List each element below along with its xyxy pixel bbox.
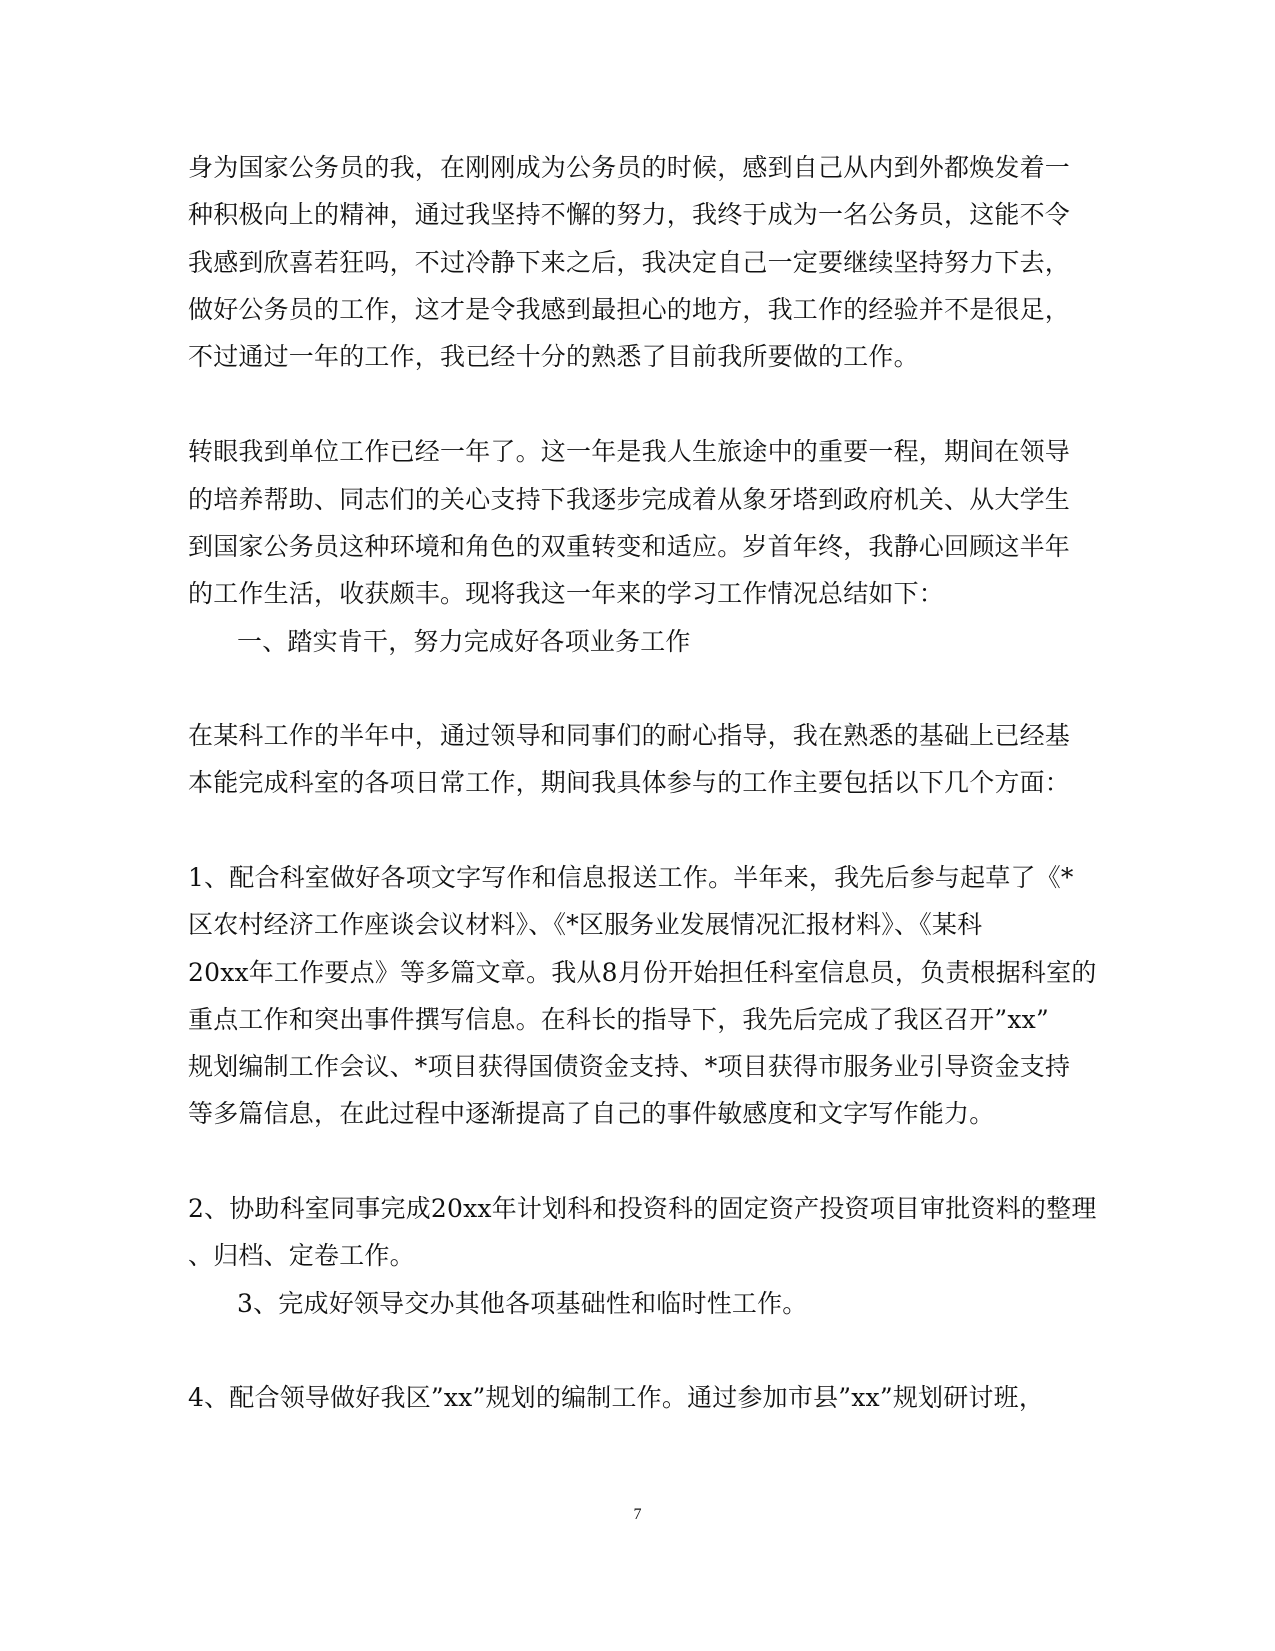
text-line: 转眼我到单位工作已经一年了。这一年是我人生旅途中的重要一程，期间在领导: [188, 437, 1071, 466]
text-line: 2、协助科室同事完成20xx年计划科和投资科的固定资产投资项目审批资料的整理: [188, 1194, 1097, 1223]
text-line: 规划编制工作会议、*项目获得国债资金支持、*项目获得市服务业引导资金支持: [188, 1052, 1071, 1081]
text-line: 区农村经济工作座谈会议材料》、《*区服务业发展情况汇报材料》、《某科: [188, 910, 983, 939]
page-number: 7: [633, 1506, 642, 1523]
text-line: 的工作生活，收获颇丰。现将我这一年来的学习工作情况总结如下：: [188, 579, 945, 608]
text-line: 3、完成好领导交办其他各项基础性和临时性工作。: [237, 1289, 808, 1318]
text-line: 身为国家公务员的我，在刚刚成为公务员的时候，感到自己从内到外都焕发着一: [188, 153, 1071, 182]
section-heading: 一、踏实肯干，努力完成好各项业务工作: [237, 627, 691, 656]
text-line: 等多篇信息，在此过程中逐渐提高了自己的事件敏感度和文字写作能力。: [188, 1099, 995, 1128]
text-line: 的培养帮助、同志们的关心支持下我逐步完成着从象牙塔到政府机关、从大学生: [188, 485, 1071, 514]
text-line: 不过通过一年的工作，我已经十分的熟悉了目前我所要做的工作。: [188, 342, 919, 371]
text-line: 1、配合科室做好各项文字写作和信息报送工作。半年来，我先后参与起草了《*: [188, 863, 1074, 892]
text-line: 到国家公务员这种环境和角色的双重转变和适应。岁首年终，我静心回顾这半年: [188, 532, 1071, 561]
text-line: 本能完成科室的各项日常工作，期间我具体参与的工作主要包括以下几个方面：: [188, 768, 1071, 797]
text-line: 重点工作和突出事件撰写信息。在科长的指导下，我先后完成了我区召开”xx”: [188, 1005, 1049, 1034]
text-line: 、归档、定卷工作。: [188, 1241, 415, 1270]
text-line: 在某科工作的半年中，通过领导和同事们的耐心指导，我在熟悉的基础上已经基: [188, 721, 1071, 750]
text-line: 做好公务员的工作，这才是令我感到最担心的地方，我工作的经验并不是很足，: [188, 295, 1071, 324]
text-line: 我感到欣喜若狂吗，不过冷静下来之后，我决定自己一定要继续坚持努力下去，: [188, 248, 1071, 277]
text-line: 20xx年工作要点》等多篇文章。我从8月份开始担任科室信息员，负责根据科室的: [188, 958, 1097, 987]
text-line: 种积极向上的精神，通过我坚持不懈的努力，我终于成为一名公务员，这能不令: [188, 200, 1071, 229]
text-line: 4、配合领导做好我区”xx”规划的编制工作。通过参加市县”xx”规划研讨班，: [188, 1383, 1045, 1412]
